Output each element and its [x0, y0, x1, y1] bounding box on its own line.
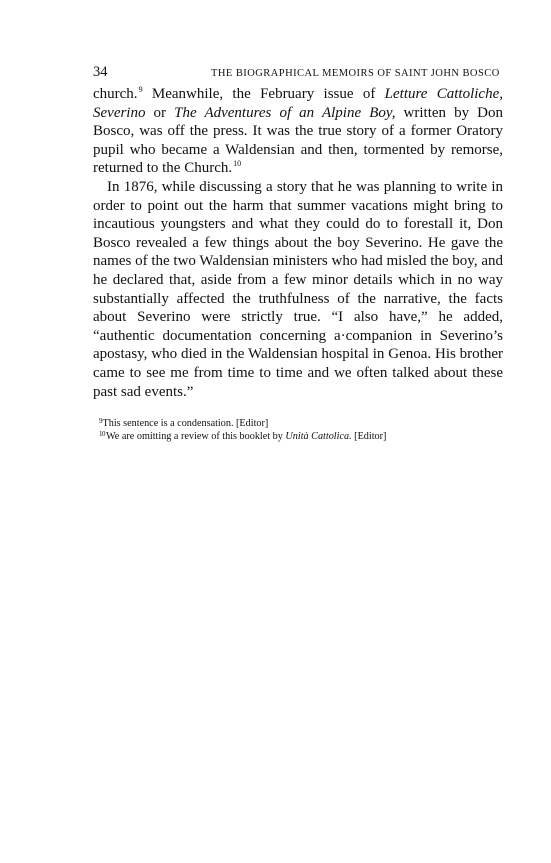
body-text	[93, 85, 503, 401]
paragraph-1-text-2: Meanwhile, the February issue of	[142, 86, 385, 102]
paragraph-1-text-1: church.	[93, 86, 138, 102]
paragraph-1-text-4: written by Don Bosco, was off the press. It was the true story of a former Oratory pupil who became a Waldensian and then, tormented by remorse, returned to the Church.	[93, 104, 503, 177]
footnote-9	[99, 417, 503, 430]
footnote-10-text-before: We are omitting a review of this booklet by	[106, 431, 286, 443]
footnote-10	[99, 430, 503, 443]
page-number: 34	[93, 64, 108, 80]
footnote-9-mark: 9	[99, 417, 103, 426]
footnotes	[93, 417, 503, 443]
paragraph-1-text-3: or	[145, 104, 175, 121]
book-page	[93, 64, 503, 443]
footnote-10-mark: 10	[99, 430, 105, 439]
paragraph-2: In 1876, while discussing a story that he was planning to write in order to point out the harm that summer vacations might bring to incautious youngsters and what they could do to forestall it, Don Bosco revealed a few things about the boy Severino. He gave the names of the two Waldensian ministers who had misled the boy, and he declared that, aside from a few minor details which in no way substantially affected the truthfulness of the narrative, the facts about Severino were strictly true. “I also have,” he added, “authentic documentation concerning a·companion in Severino’s apostasy, who died in the Waldensian hospital in Genoa. His brother came to see me from time to time and we often talked about these past sad events.”	[93, 178, 503, 400]
footnote-10-italic: Unità Cattolica.	[285, 431, 352, 443]
footnote-9-text: This sentence is a condensation. [Editor]	[102, 418, 269, 430]
footnote-10-text-after: [Editor]	[351, 431, 387, 443]
footnote-ref-9: 9	[138, 85, 143, 94]
page-header	[93, 64, 503, 82]
title-letture-cattoliche: Letture Cattoliche, Severino	[93, 86, 504, 121]
title-alpine-boy: The Adventures of an Alpine Boy,	[174, 104, 396, 121]
footnote-ref-10: 10	[233, 159, 242, 169]
running-head: THE BIOGRAPHICAL MEMOIRS OF SAINT JOHN BOSCO	[211, 68, 500, 79]
paragraph-1	[93, 85, 503, 178]
